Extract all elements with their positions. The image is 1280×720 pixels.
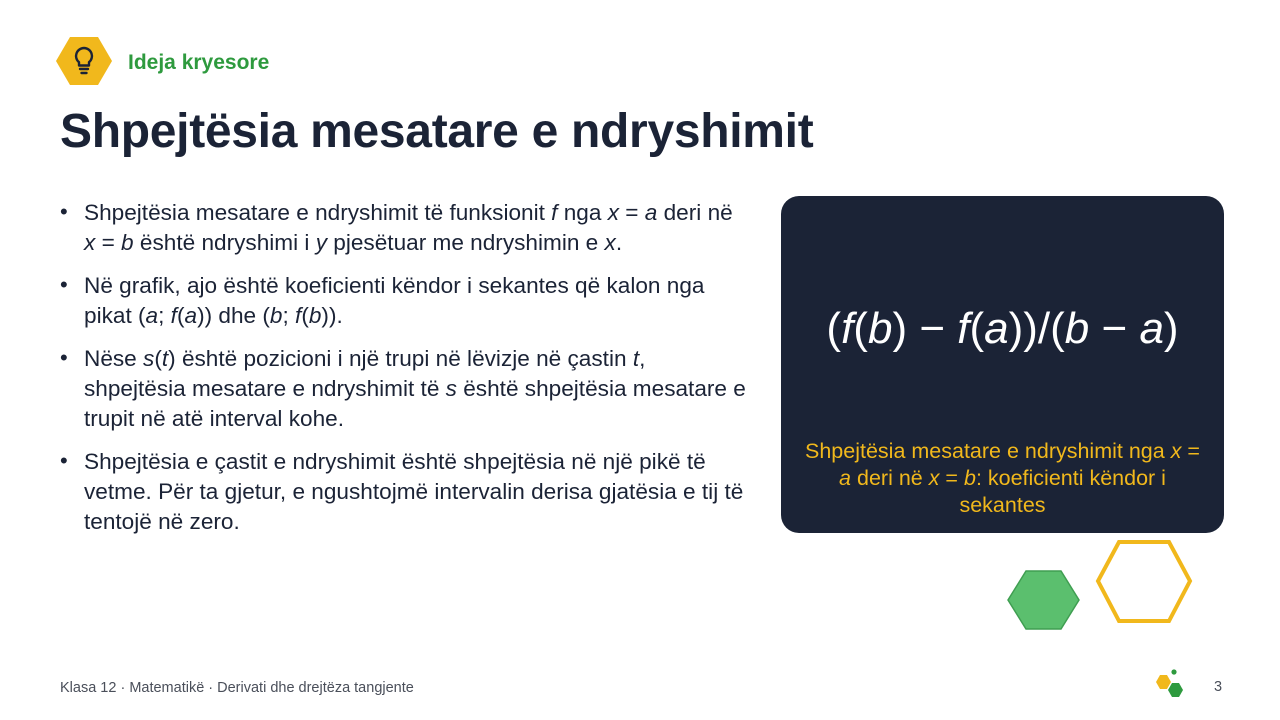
bullet-item: • Në grafik, ajo është koeficienti këndor i sekantes që kalon nga pikat (a; f(a)) dhe (b; f(b)).: [60, 271, 750, 331]
formula: (f(b) − f(a))/(b − a): [826, 304, 1179, 353]
bullet-item: • Shpejtësia mesatare e ndryshimit të funksionit f nga x = a deri në x = b është ndryshimi i y pjesëtuar me ndryshimin e x.: [60, 198, 750, 258]
green-hexagon: [1008, 571, 1079, 629]
formula-caption: Shpejtësia mesatare e ndryshimit nga x = a deri në x = b: koeficienti këndor i sekantes: [805, 439, 1200, 517]
bullet-item: • Shpejtësia e çastit e ndryshimit është shpejtësia në një pikë të vetme. Për ta gjetur, e ngushtojmë intervalin derisa gjatësia e tij të tentojë në zero.: [60, 447, 750, 537]
footer-course-info: Klasa 12 · Matematikë · Derivati dhe drejtëza tangjente: [60, 680, 414, 696]
decorative-hexagons: [1005, 535, 1205, 640]
formula-card: [781, 196, 1224, 533]
page-title: Shpejtësia mesatare e ndryshimit: [60, 105, 814, 158]
lightbulb-badge-icon: [56, 36, 112, 86]
bullet-list: [60, 198, 750, 550]
yellow-hexagon-outline: [1098, 542, 1190, 621]
page-number: 3: [1214, 679, 1223, 695]
bullet-item: • Nëse s(t) është pozicioni i një trupi në lëvizje në çastin t, shpejtësia mesatare e ndryshimit të s është shpejtësia mesatare e trupit në atë interval kohe.: [60, 344, 750, 434]
section-badge-label: Ideja kryesore: [128, 51, 270, 74]
hexagon-logo-icon: [1152, 667, 1192, 701]
